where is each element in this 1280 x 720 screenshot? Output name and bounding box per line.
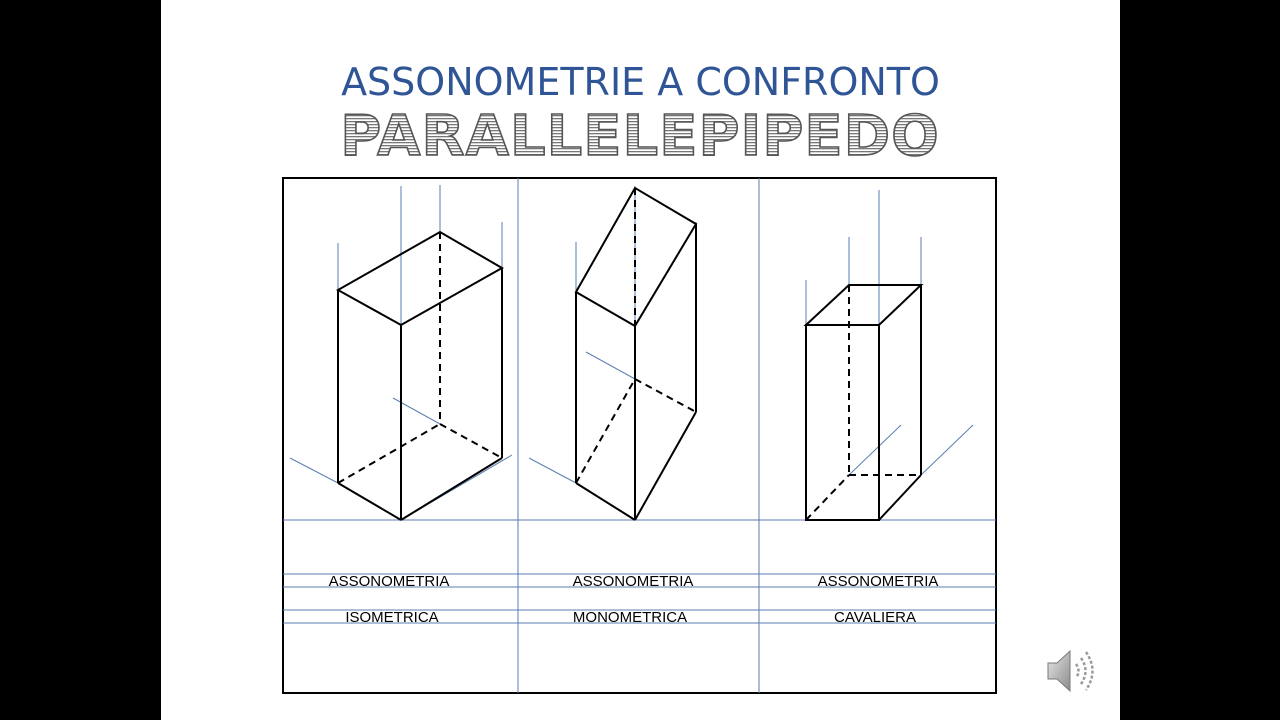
panel-3-label-line1: ASSONOMETRIA bbox=[817, 573, 939, 590]
speaker-icon[interactable] bbox=[1046, 646, 1098, 696]
panel-1-label-line1: ASSONOMETRIA bbox=[328, 573, 450, 590]
isometric-box bbox=[338, 232, 502, 520]
slide-title: ASSONOMETRIE A CONFRONTO bbox=[341, 60, 940, 104]
subtitle-text: PARALLELEPIPEDO bbox=[340, 104, 940, 165]
axonometry-drawing bbox=[161, 0, 1120, 720]
panel-3-label-line2: CAVALIERA bbox=[834, 609, 916, 626]
slide bbox=[161, 0, 1120, 720]
cavalier-hidden-edges bbox=[806, 285, 921, 520]
isometric-hidden-edges bbox=[338, 232, 502, 483]
panel-1-label-line2: ISOMETRICA bbox=[345, 609, 439, 626]
panel-2-label-line2: MONOMETRICA bbox=[572, 609, 688, 626]
panel-2-label-line1: ASSONOMETRIA bbox=[572, 573, 694, 590]
cavalier-box bbox=[806, 285, 921, 520]
